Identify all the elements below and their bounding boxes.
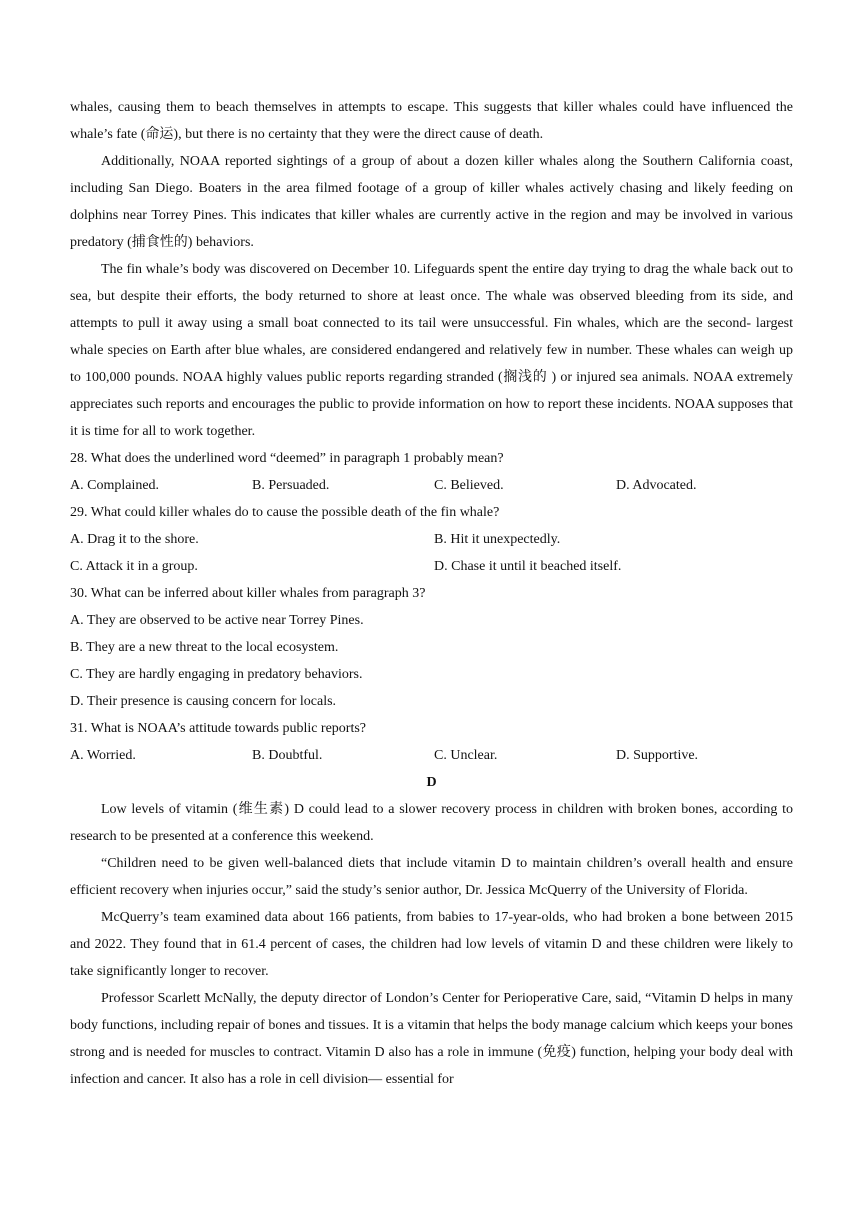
document-page xyxy=(70,94,793,1093)
question-29 xyxy=(70,499,793,580)
passage-c-paragraph-fin-whale-body: The fin whale’s body was discovered on December 10. Lifeguards spent the entire day trying to drag the whale back out to sea, but despite their efforts, the body returned to shore at least once. The whale was observed bleeding from its side, and attempts to pull it away using a small boat connected to its tail were unsuccessful. Fin whales, which are the second- largest whale species on Earth after blue whales, are considered endangered and relatively few in number. These whales can weigh up to 100,000 pounds. NOAA highly values public reports regarding stranded (搁浅的 ) or injured sea animals. NOAA extremely appreciates such reports and encourages the public to provide information on how to report these incidents. NOAA supposes that it is time for all to work together. xyxy=(70,262,793,439)
passage-c-paragraph-killer-whale-sightings: Additionally, NOAA reported sightings of a group of about a dozen killer whales along the Southern California coast, including San Diego. Boaters in the area filmed footage of a group of killer whales actively chasing and likely feeding on dolphins near Torrey Pines. This indicates that killer whales are currently active in the region and may be involved in various predatory (捕食性的) behaviors. xyxy=(70,154,793,250)
answer-options xyxy=(70,472,793,499)
option-a: A. They are observed to be active near Torrey Pines. xyxy=(70,613,364,628)
option-b: B. Doubtful. xyxy=(252,748,323,763)
answer-options xyxy=(70,607,793,715)
section-d-title: D xyxy=(426,775,437,790)
option-c: C. They are hardly engaging in predatory behaviors. xyxy=(70,667,363,682)
question-stem: 30. What can be inferred about killer whales from paragraph 3? xyxy=(70,586,426,601)
option-d: D. Chase it until it beached itself. xyxy=(434,559,622,574)
passage-c-paragraph-continued: whales, causing them to beach themselves in attempts to escape. This suggests that killer whales could have influenced the whale’s fate (命运), but there is no certainty that they were the direct cause of death. xyxy=(70,100,793,142)
option-d: D. Advocated. xyxy=(616,478,697,493)
answer-options xyxy=(70,526,793,580)
option-c: C. Unclear. xyxy=(434,748,498,763)
option-b: B. Persuaded. xyxy=(252,478,330,493)
answer-options xyxy=(70,742,793,769)
option-d: D. Their presence is causing concern for locals. xyxy=(70,694,337,709)
option-c: C. Believed. xyxy=(434,478,504,493)
option-b: B. Hit it unexpectedly. xyxy=(434,532,561,547)
question-stem: 28. What does the underlined word “deemed” in paragraph 1 probably mean? xyxy=(70,451,504,466)
question-28 xyxy=(70,445,793,499)
passage-d-paragraph-study-data: McQuerry’s team examined data about 166 patients, from babies to 17-year-olds, who had broken a bone between 2015 and 2022. They found that in 61.4 percent of cases, the children had low levels of vitamin D and these children were likely to take significantly longer to recover. xyxy=(70,910,793,979)
passage-d-paragraph-quote: “Children need to be given well-balanced diets that include vitamin D to maintain children’s overall health and ensure efficient recovery when injuries occur,” said the study’s senior author, Dr. Jessica McQuerry of the University of Florida. xyxy=(70,856,793,898)
question-30 xyxy=(70,580,793,715)
option-c: C. Attack it in a group. xyxy=(70,559,198,574)
option-a: A. Complained. xyxy=(70,478,160,493)
option-b: B. They are a new threat to the local ecosystem. xyxy=(70,640,339,655)
question-stem: 31. What is NOAA’s attitude towards public reports? xyxy=(70,721,367,736)
question-stem: 29. What could killer whales do to cause the possible death of the fin whale? xyxy=(70,505,500,520)
option-a: A. Drag it to the shore. xyxy=(70,532,199,547)
option-d: D. Supportive. xyxy=(616,748,699,763)
option-a: A. Worried. xyxy=(70,748,136,763)
passage-d-paragraph-mcnally: Professor Scarlett McNally, the deputy director of London’s Center for Perioperative Care, said, “Vitamin D helps in many body functions, including repair of bones and tissues. It is a vitamin that helps the body manage calcium which keeps your bones strong and is needed for muscles to contract. Vitamin D also has a role in immune (免疫) function, helping your body deal with infection and cancer. It also has a role in cell division— essential for xyxy=(70,991,793,1087)
question-31 xyxy=(70,715,793,769)
passage-d-paragraph-vitamin-d-recovery: Low levels of vitamin (维生素) D could lead to a slower recovery process in children with broken bones, according to research to be presented at a conference this weekend. xyxy=(70,802,793,844)
